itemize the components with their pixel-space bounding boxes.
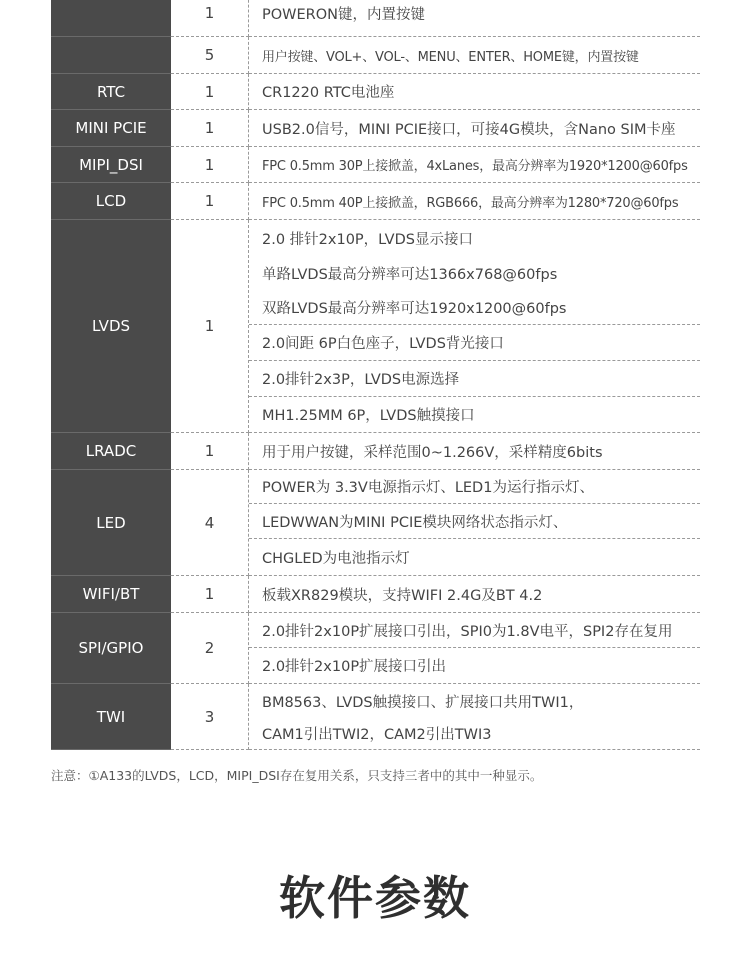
desc-line: CR1220 RTC电池座 — [262, 85, 395, 101]
desc-line: BM8563、LVDS触摸接口、扩展接口共用TWI1， — [262, 694, 584, 711]
table-row — [51, 110, 700, 147]
desc-line: 2.0排针2x10P扩展接口引出 — [249, 647, 700, 683]
row-desc — [249, 684, 701, 750]
hardware-spec-table — [51, 0, 700, 750]
row-name: LRADC — [51, 433, 171, 470]
desc-line: LEDWWAN为MINI PCIE模块网络状态指示灯、 — [249, 503, 700, 538]
row-qty: 1 — [171, 147, 249, 183]
table-row — [51, 37, 700, 74]
row-desc — [249, 183, 701, 220]
table-row — [51, 433, 700, 470]
row-name — [51, 0, 171, 37]
row-desc — [249, 0, 701, 37]
desc-line: MH1.25MM 6P，LVDS触摸接口 — [249, 396, 700, 432]
desc-line: 单路LVDS最高分辨率可达1366x768@60fps — [262, 266, 558, 283]
row-desc — [249, 613, 701, 684]
row-name: WIFI/BT — [51, 576, 171, 613]
row-qty: 1 — [171, 433, 249, 470]
row-desc — [249, 147, 701, 183]
row-qty: 1 — [171, 110, 249, 147]
row-name: MINI PCIE — [51, 110, 171, 147]
row-qty: 1 — [171, 576, 249, 613]
row-name: TWI — [51, 684, 171, 750]
row-name: MIPI_DSI — [51, 147, 171, 183]
row-desc — [249, 470, 701, 576]
row-name: SPI/GPIO — [51, 613, 171, 684]
row-name — [51, 37, 171, 74]
row-name: LED — [51, 470, 171, 576]
row-qty: 2 — [171, 613, 249, 684]
table-row — [51, 576, 700, 613]
desc-line: 2.0排针2x10P扩展接口引出，SPI0为1.8V电平，SPI2存在复用 — [262, 623, 673, 640]
desc-line: CHGLED为电池指示灯 — [249, 538, 700, 575]
row-qty: 1 — [171, 183, 249, 220]
row-desc — [249, 37, 701, 74]
row-qty: 1 — [171, 74, 249, 110]
desc-line: 2.0间距 6P白色座子，LVDS背光接口 — [249, 324, 700, 360]
desc-line: POWER为 3.3V电源指示灯、LED1为运行指示灯、 — [262, 480, 594, 496]
row-desc — [249, 74, 701, 110]
footnote: 注意：①A133的LVDS，LCD，MIPI_DSI存在复用关系，只支持三者中的其中一种显示。 — [51, 768, 543, 783]
table-row — [51, 613, 700, 684]
desc-line: USB2.0信号，MINI PCIE接口，可接4G模块，含Nano SIM卡座 — [262, 121, 676, 138]
table-row — [51, 183, 700, 220]
table-row — [51, 220, 700, 433]
table-row — [51, 147, 700, 183]
row-qty: 1 — [171, 0, 249, 37]
table-row — [51, 74, 700, 110]
table-row — [51, 0, 700, 37]
row-qty: 5 — [171, 37, 249, 74]
desc-line: POWERON键，内置按键 — [262, 6, 425, 23]
row-qty: 4 — [171, 470, 249, 576]
row-qty: 1 — [171, 220, 249, 433]
row-qty: 3 — [171, 684, 249, 750]
row-desc — [249, 433, 701, 470]
desc-line: 用户按键、VOL+、VOL-、MENU、ENTER、HOME键，内置按键 — [262, 49, 639, 65]
desc-line: 2.0 排针2x10P，LVDS显示接口 — [262, 231, 473, 248]
row-desc — [249, 576, 701, 613]
row-desc — [249, 110, 701, 147]
row-desc — [249, 220, 701, 433]
table-row — [51, 684, 700, 750]
desc-line: CAM1引出TWI2，CAM2引出TWI3 — [262, 727, 492, 743]
table-row — [51, 470, 700, 576]
desc-line: 用于用户按键，采样范围0~1.266V，采样精度6bits — [262, 444, 603, 461]
section-title: 软件参数 — [279, 871, 471, 925]
row-name: RTC — [51, 74, 171, 110]
desc-line: FPC 0.5mm 40P上接掀盖，RGB666，最高分辨率为1280*720@60fps — [262, 195, 679, 211]
desc-line: FPC 0.5mm 30P上接掀盖，4xLanes，最高分辨率为1920*1200@60fps — [262, 159, 688, 174]
desc-line: 双路LVDS最高分辨率可达1920x1200@60fps — [262, 300, 567, 317]
desc-line: 板载XR829模块，支持WIFI 2.4G及BT 4.2 — [262, 587, 543, 604]
desc-line: 2.0排针2x3P，LVDS电源选择 — [249, 360, 700, 396]
row-name: LVDS — [51, 220, 171, 433]
row-name: LCD — [51, 183, 171, 220]
